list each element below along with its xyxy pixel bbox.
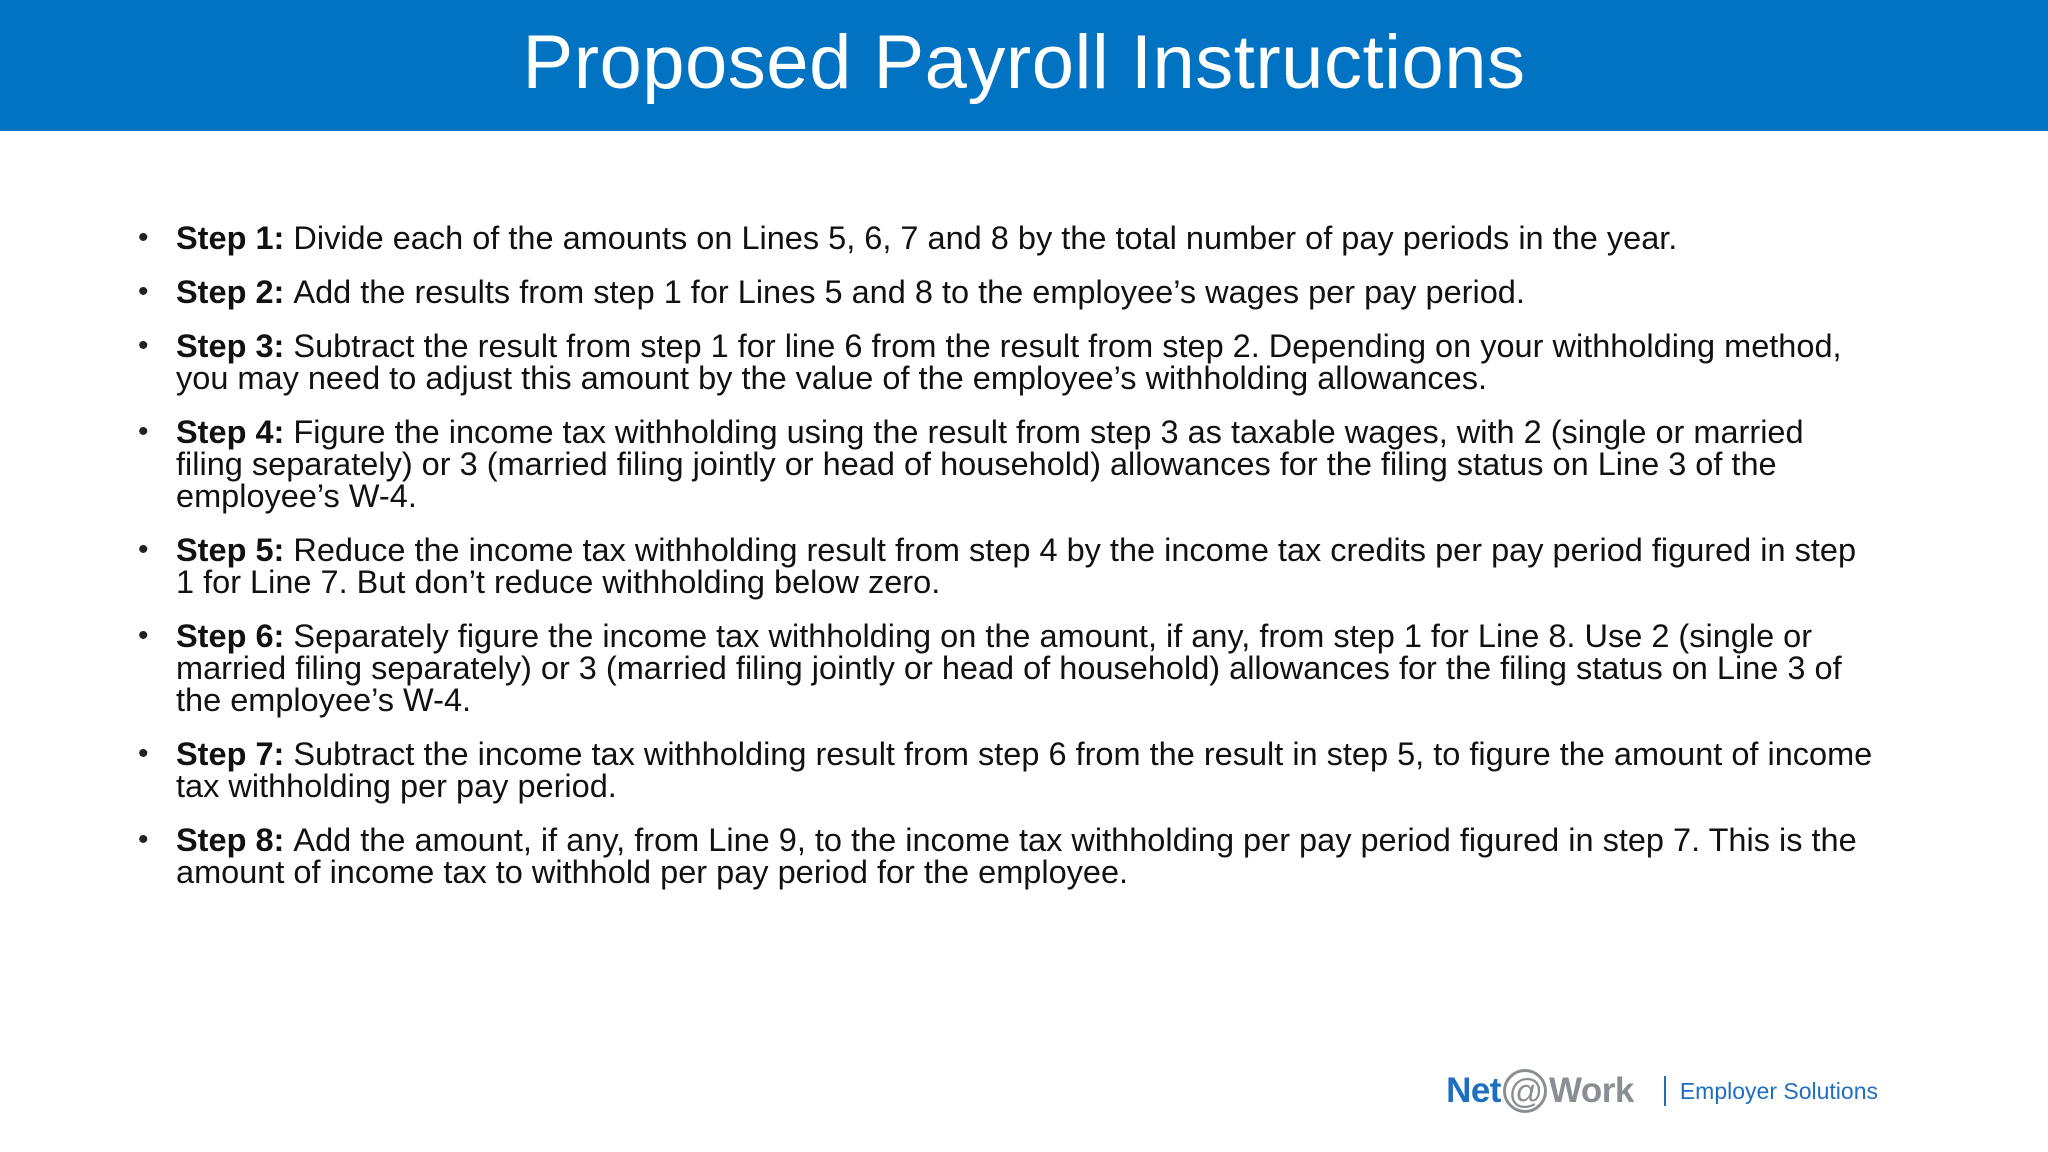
footer-divider	[1664, 1076, 1666, 1106]
steps-list	[138, 222, 1878, 910]
step-label: Step 8:	[176, 822, 294, 858]
step-label: Step 7:	[176, 736, 294, 772]
step-text: Subtract the result from step 1 for line 6 from the result from step 2. Depending on your withholding method, you may need to adjust this amount by the value of the employee’s withholding allowances.	[176, 328, 1842, 396]
bullet-icon: •	[138, 533, 149, 566]
list-item	[138, 534, 1878, 598]
list-item	[138, 416, 1878, 512]
step-label: Step 6:	[176, 618, 294, 654]
step-text: Figure the income tax withholding using the result from step 3 as taxable wages, with 2 (single or married filing separately) or 3 (married filing jointly or head of household) allowances for the filing status on Line 3 of the employee’s W-4.	[176, 414, 1804, 514]
list-item	[138, 222, 1878, 254]
list-item	[138, 276, 1878, 308]
tagline: Employer Solutions	[1679, 1077, 1878, 1104]
list-item	[138, 620, 1878, 716]
bullet-icon: •	[138, 329, 149, 362]
logo-net: Net	[1446, 1071, 1501, 1110]
bullet-icon: •	[138, 221, 149, 254]
step-label: Step 1:	[176, 220, 294, 256]
page-title: Proposed Payroll Instructions	[522, 20, 1526, 105]
step-text: Subtract the income tax withholding result from step 6 from the result in step 5, to figure the amount of income tax withholding per pay period.	[176, 736, 1873, 804]
at-sign-icon: @	[1503, 1069, 1547, 1113]
bullet-icon: •	[138, 275, 149, 308]
step-text: Add the results from step 1 for Lines 5 and 8 to the employee’s wages per pay period.	[293, 274, 1525, 310]
list-item	[138, 330, 1878, 394]
step-label: Step 3:	[176, 328, 294, 364]
logo-work: Work	[1548, 1071, 1634, 1110]
step-label: Step 4:	[176, 414, 294, 450]
bullet-icon: •	[138, 823, 149, 856]
list-item	[138, 738, 1878, 802]
netatwork-logo	[1446, 1069, 1634, 1113]
bullet-icon: •	[138, 619, 149, 652]
title-banner	[0, 0, 2048, 131]
step-text: Reduce the income tax withholding result from step 4 by the income tax credits per pay period figured in step 1 for Line 7. But don’t reduce withholding below zero.	[176, 532, 1857, 600]
bullet-icon: •	[138, 737, 149, 770]
bullet-icon: •	[138, 415, 149, 448]
list-item	[138, 824, 1878, 888]
step-text: Divide each of the amounts on Lines 5, 6, 7 and 8 by the total number of pay periods in the year.	[293, 220, 1678, 256]
step-label: Step 2:	[176, 274, 294, 310]
step-label: Step 5:	[176, 532, 294, 568]
step-text: Separately figure the income tax withholding on the amount, if any, from step 1 for Line 8. Use 2 (single or married filing separately) or 3 (married filing jointly or head of household) allowances for the filing status on Line 3 of the employee’s W-4.	[176, 618, 1842, 718]
step-text: Add the amount, if any, from Line 9, to the income tax withholding per pay period figured in step 7. This is the amount of income tax to withhold per pay period for the employee.	[176, 822, 1857, 890]
footer-branding	[1446, 1066, 1878, 1116]
